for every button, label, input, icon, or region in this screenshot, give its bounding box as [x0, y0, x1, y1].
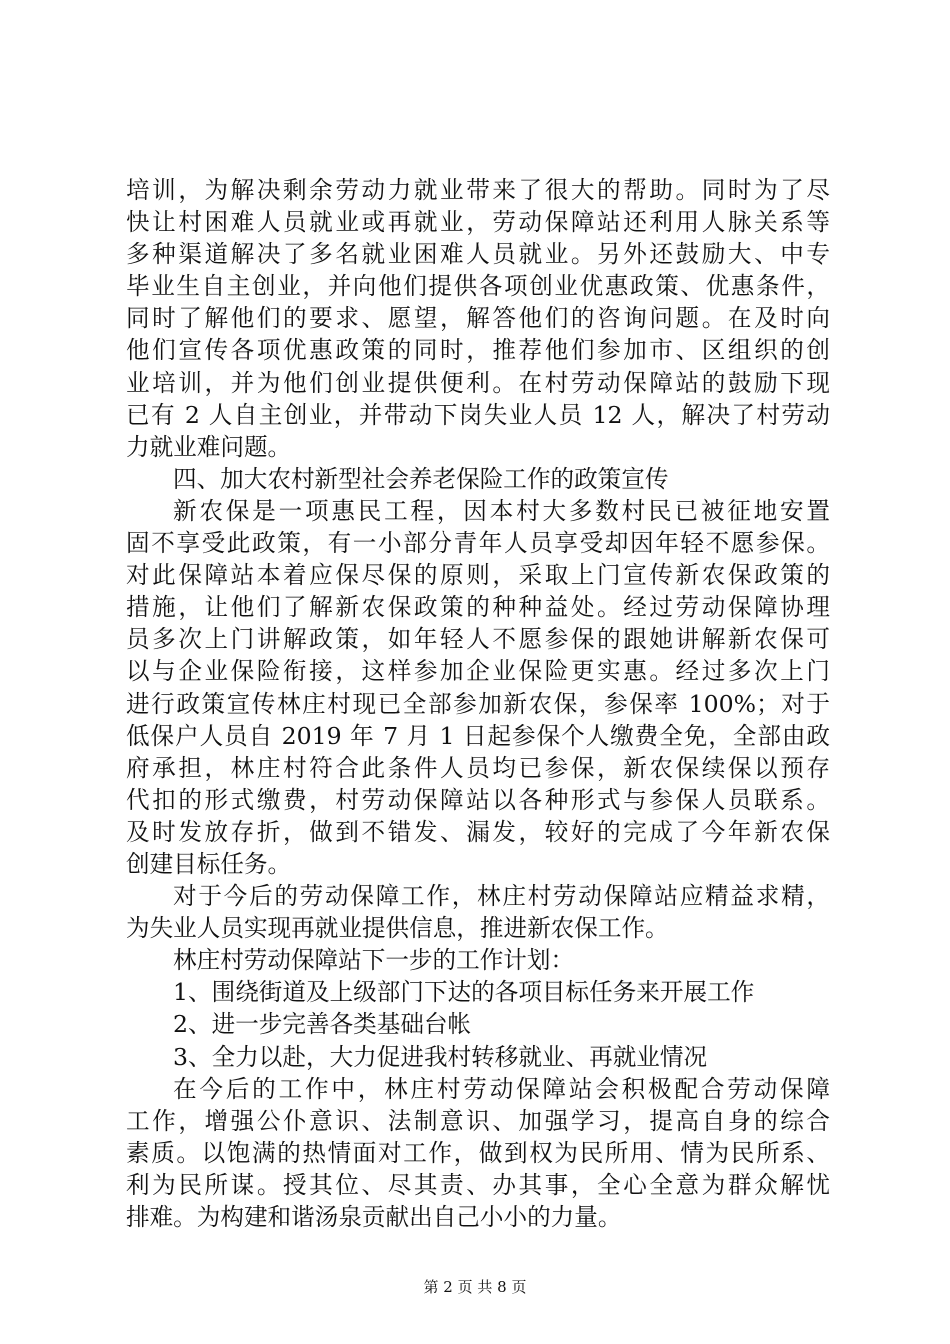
page-footer: 第 2 页 共 8 页 [423, 1278, 527, 1296]
text-line: 及时发放存折，做到不错发、漏发，较好的完成了今年新农保 [126, 817, 830, 846]
text-line: 对于今后的劳动保障工作，林庄村劳动保障站应精益求精， [173, 882, 830, 911]
text-line: 林庄村劳动保障站下一步的工作计划： [173, 946, 575, 975]
text-line: 为失业人员实现再就业提供信息，推进新农保工作。 [126, 914, 669, 943]
text-line: 对此保障站本着应保尽保的原则，采取上门宣传新农保政策的 [126, 561, 830, 590]
text-line: 创建目标任务。 [126, 849, 292, 878]
text-line: 2、进一步完善各类基础台帐 [173, 1010, 472, 1039]
text-line: 工作，增强公仆意识、法制意识、加强学习，提高自身的综合 [126, 1106, 830, 1135]
text-line: 力就业难问题。 [126, 432, 292, 461]
text-line: 员多次上门讲解政策，如年轻人不愿参保的跟她讲解新农保可 [126, 625, 830, 654]
text-line: 四、加大农村新型社会养老保险工作的政策宣传 [173, 464, 669, 493]
text-line: 新农保是一项惠民工程，因本村大多数村民已被征地安置 [173, 496, 830, 525]
text-line: 业培训，并为他们创业提供便利。在村劳动保障站的鼓励下现 [126, 368, 830, 397]
text-line: 3、全力以赴，大力促进我村转移就业、再就业情况 [173, 1042, 708, 1071]
text-line: 素质。以饱满的热情面对工作，做到权为民所用、情为民所系、 [126, 1138, 830, 1167]
text-line: 措施，让他们了解新农保政策的种种益处。经过劳动保障协理 [126, 593, 830, 622]
text-line: 已有 2 人自主创业，并带动下岗失业人员 12 人，解决了村劳动 [126, 400, 830, 429]
text-line: 以与企业保险衔接，这样参加企业保险更实惠。经过多次上门 [126, 657, 830, 686]
text-line: 多种渠道解决了多名就业困难人员就业。另外还鼓励大、中专 [126, 240, 830, 269]
text-line: 快让村困难人员就业或再就业，劳动保障站还利用人脉关系等 [126, 208, 830, 237]
text-line: 府承担，林庄村符合此条件人员均已参保，新农保续保以预存 [126, 753, 830, 782]
text-line: 毕业生自主创业，并向他们提供各项创业优惠政策、优惠条件， [126, 272, 830, 301]
text-line: 代扣的形式缴费，村劳动保障站以各种形式与参保人员联系。 [126, 785, 830, 814]
text-line: 他们宣传各项优惠政策的同时，推荐他们参加市、区组织的创 [126, 336, 830, 365]
text-line: 固不享受此政策，有一小部分青年人员享受却因年轻不愿参保。 [126, 529, 830, 558]
text-line: 1、围绕街道及上级部门下达的各项目标任务来开展工作 [173, 978, 755, 1007]
text-line: 低保户人员自 2019 年 7 月 1 日起参保个人缴费全免，全部由政 [126, 721, 830, 750]
text-line: 利为民所谋。授其位、尽其责、办其事，全心全意为群众解忧 [126, 1170, 830, 1199]
text-line: 排难。为构建和谐汤泉贡献出自己小小的力量。 [126, 1203, 622, 1231]
document-body [126, 174, 830, 1233]
text-line: 培训，为解决剩余劳动力就业带来了很大的帮助。同时为了尽 [126, 176, 830, 204]
text-line: 在今后的工作中，林庄村劳动保障站会积极配合劳动保障 [173, 1074, 830, 1103]
text-line: 进行政策宣传林庄村现已全部参加新农保，参保率 100%；对于 [126, 689, 830, 718]
text-line: 同时了解他们的要求、愿望，解答他们的咨询问题。在及时向 [126, 304, 830, 333]
